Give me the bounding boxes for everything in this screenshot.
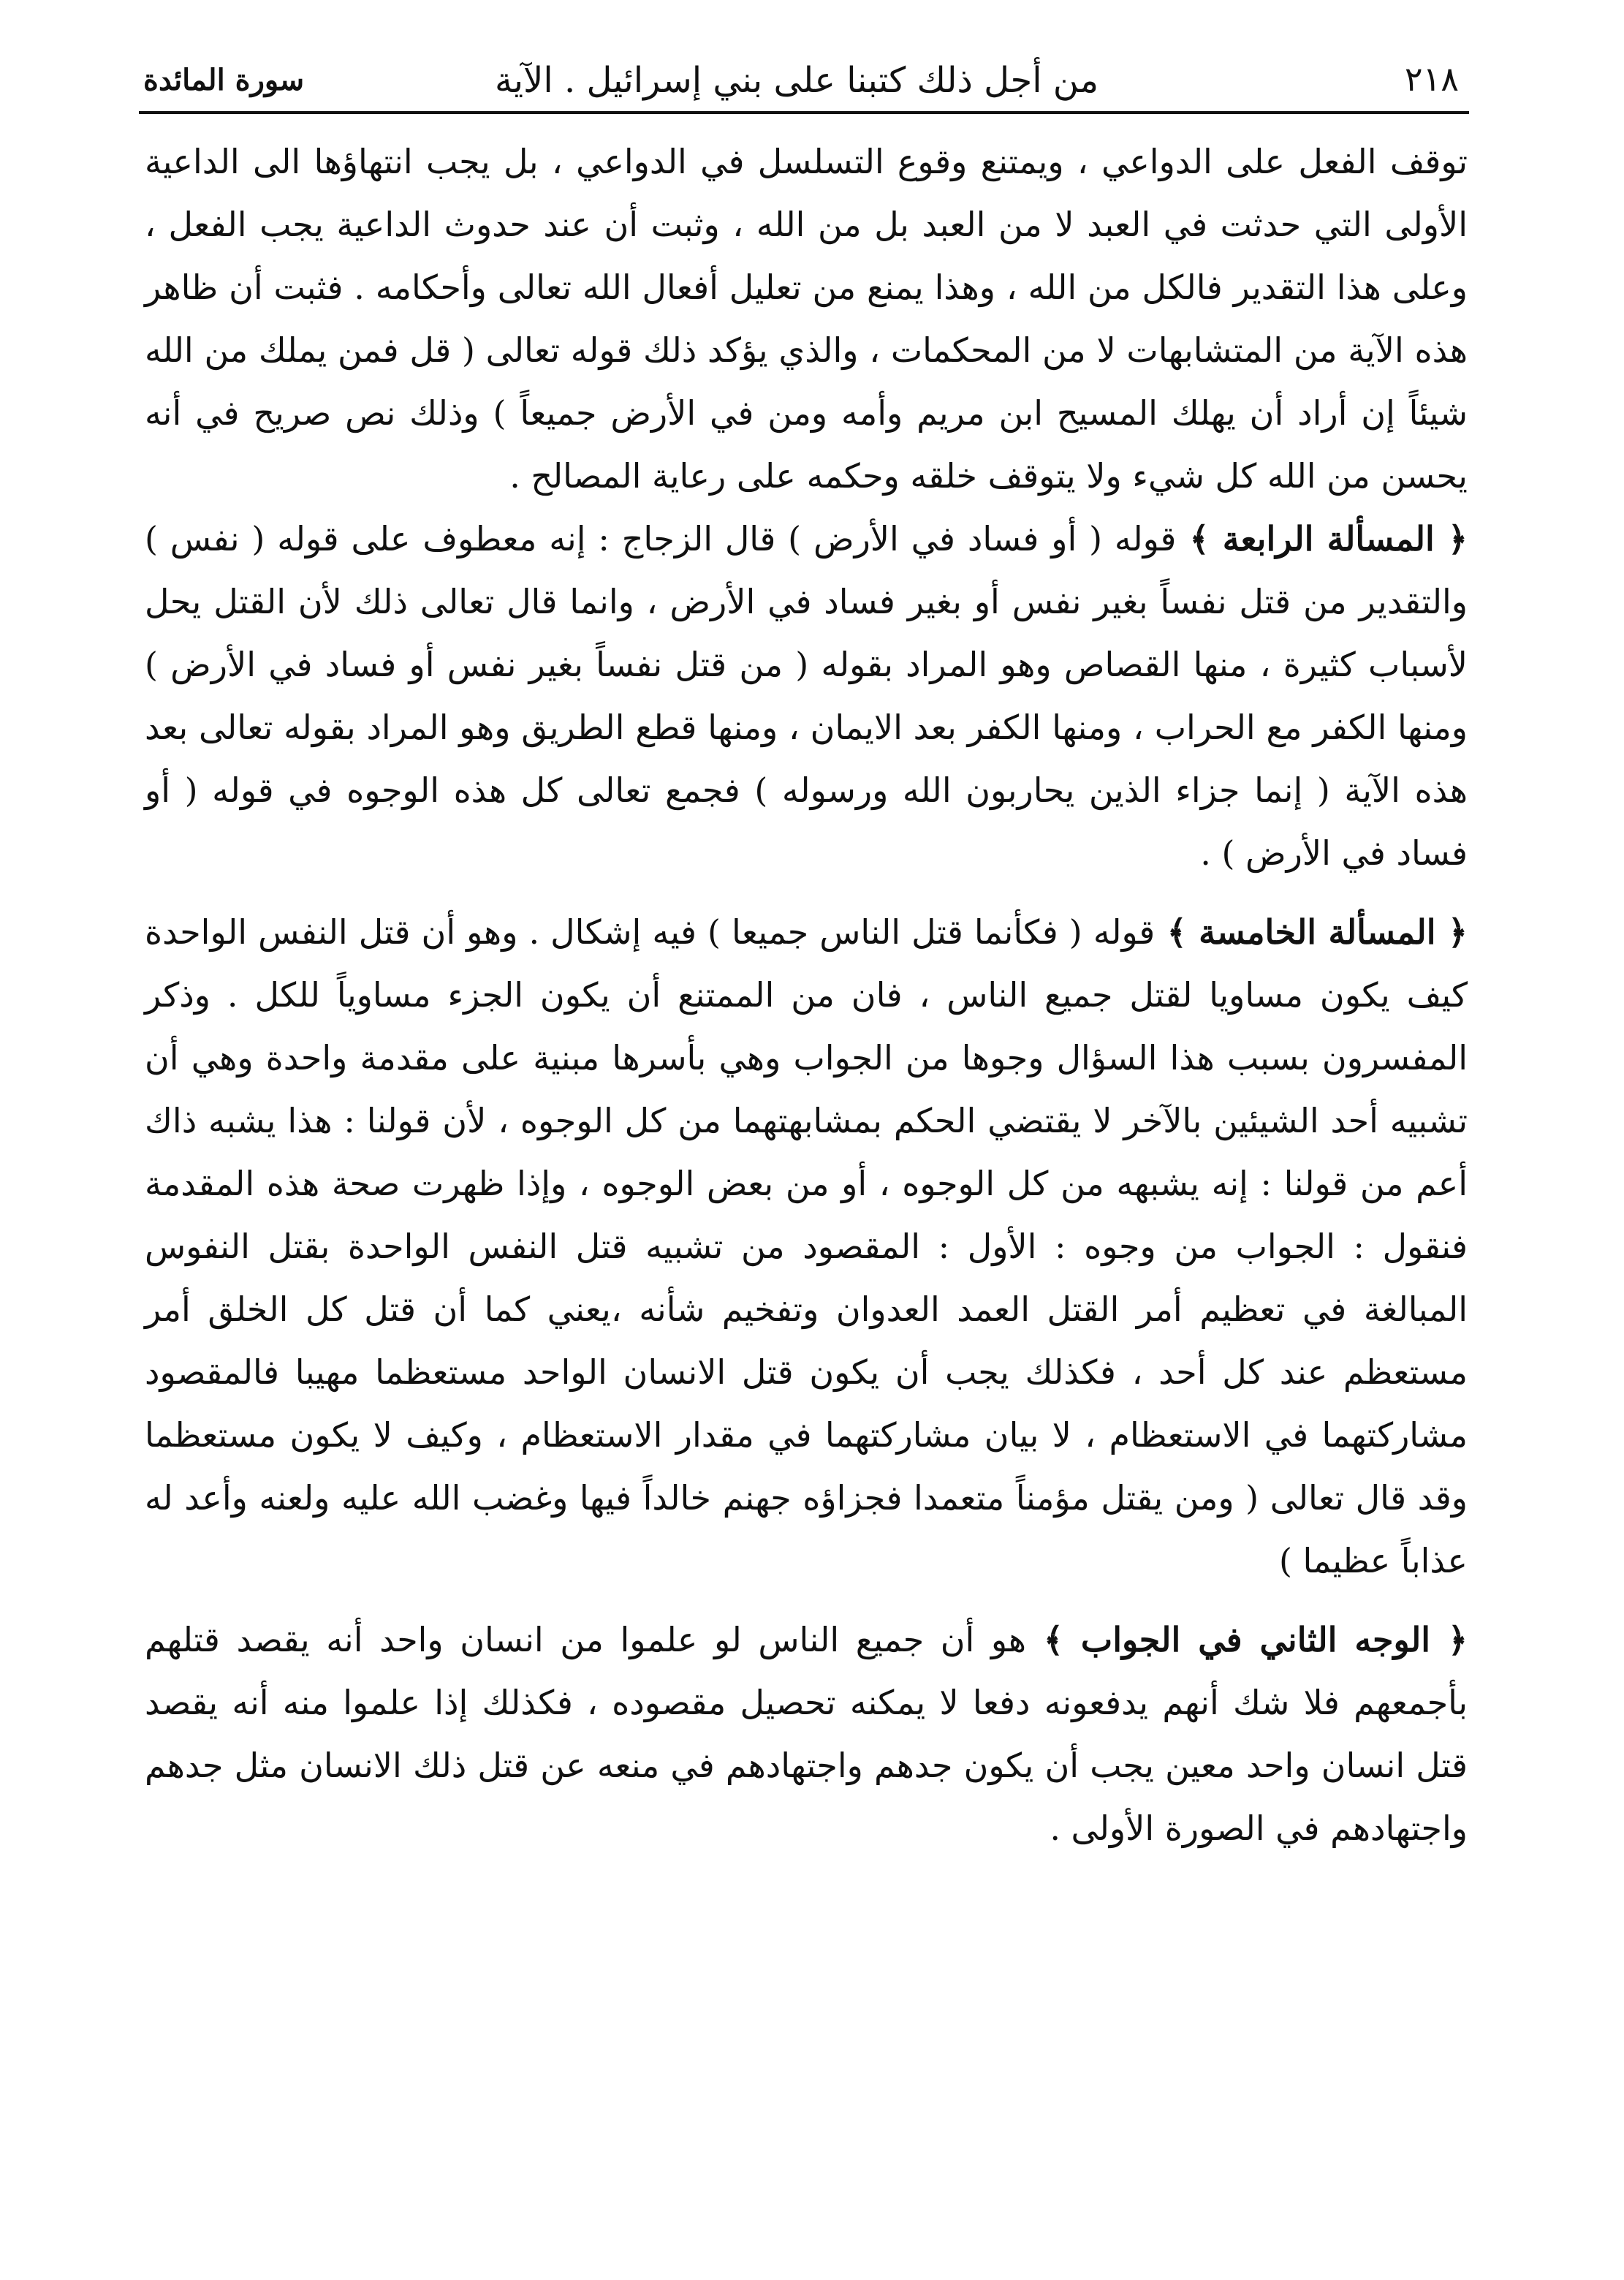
paragraph-text: قوله ( فكأنما قتل الناس جميعا ) فيه إشكال . وهو أن قتل النفس الواحدة كيف يكون مساويا لقتل جميع الناس ، فان من الممتنع أن يكون الجزء مساوياً للكل . وذكر المفسرون بسبب هذا السؤال وجوها من الجواب وهي بأسرها مبنية على مقدمة واحدة وهي أن تشبيه أحد الشيئين بالآخر لا يقتضي الحكم بمشابهتهما من كل الوجوه ، لأن قولنا : هذا يشبه ذاك أعم من قولنا : إنه يشبهه من كل الوجوه ، أو من بعض الوجوه ، وإذا ظهرت صحة هذه المقدمة فنقول : الجواب من وجوه : الأول : المقصود من تشبيه قتل النفس الواحدة بقتل النفوس المبالغة في تعظيم أمر القتل العمد العدوان وتفخيم شأنه ،يعني كما أن قتل كل الخلق أمر مستعظم عند كل أحد ، فكذلك يجب أن يكون قتل الانسان الواحد مستعظما مهيبا فالمقصود مشاركتهما في الاستعظام ، لا بيان مشاركتهما في مقدار الاستعظام ، وكيف لا يكون مستعظما وقد قال تعالى ( ومن يقتل مؤمناً متعمدا فجزاؤه جهنم خالداً فيها وغضب الله عليه ولعنه وأعد له عذاباً عظيما ) [145,912,1468,1580]
paragraph-second-answer [145,1608,1468,1860]
page-number: ٢١٨ [1404,59,1459,99]
paragraph-text: توقف الفعل على الدواعي ، ويمتنع وقوع التسلسل في الدواعي ، بل يجب انتهاؤها الى الداعية الأولى التي حدثت في العبد لا من العبد بل من الله ، وثبت أن عند حدوث الداعية يجب الفعل ، وعلى هذا التقدير فالكل من الله ، وهذا يمنع من تعليل أفعال الله تعالى وأحكامه . فثبت أن ظاهر هذه الآية من المتشابهات لا من المحكمات ، والذي يؤكد ذلك قوله تعالى ( قل فمن يملك من الله شيئاً إن أراد أن يهلك المسيح ابن مريم وأمه ومن في الأرض جميعاً ) وذلك نص صريح في أنه يحسن من الله كل شيء ولا يتوقف خلقه وحكمه على رعاية المصالح . [145,142,1468,496]
paragraph-masala-4 [145,507,1468,885]
running-title: من أجل ذلك كتبنا على بني إسرائيل . الآية [494,60,1099,101]
page-header [139,54,1469,111]
section-heading: ﴿ المسألة الرابعة ﴾ [1176,519,1468,558]
paragraph-text: هو أن جميع الناس لو علموا من انسان واحد أنه يقصد قتلهم بأجمعهم فلا شك أنهم يدفعونه دفعا لا يمكنه تحصيل مقصوده ، فكذلك إذا علموا منه أنه يقصد قتل انسان واحد معين يجب أن يكون جدهم واجتهادهم في منعه عن قتل ذلك الانسان مثل جدهم واجتهادهم في الصورة الأولى . [145,1620,1468,1848]
paragraph-gap [145,885,1468,901]
surah-name: سورة المائدة [143,63,305,97]
section-heading: ﴿ الوجه الثاني في الجواب ﴾ [1025,1620,1468,1659]
paragraph-gap [145,1592,1468,1608]
paragraph-continuation [145,130,1468,507]
page-body [145,130,1468,1860]
paragraph-masala-5 [145,901,1468,1592]
paragraph-text: قوله ( أو فساد في الأرض ) قال الزجاج : إنه معطوف على قوله ( نفس ) والتقدير من قتل نفساً بغير نفس أو بغير فساد في الأرض ، وانما قال تعالى ذلك لأن القتل يحل لأسباب كثيرة ، منها القصاص وهو المراد بقوله ( من قتل نفساً بغير نفس أو فساد في الأرض ) ومنها الكفر مع الحراب ، ومنها الكفر بعد الايمان ، ومنها قطع الطريق وهو المراد بقوله تعالى بعد هذه الآية ( إنما جزاء الذين يحاربون الله ورسوله ) فجمع تعالى كل هذه الوجوه في قوله ( أو فساد في الأرض ) . [145,519,1468,873]
header-rule [139,111,1469,114]
section-heading: ﴿ المسألة الخامسة ﴾ [1155,912,1468,952]
